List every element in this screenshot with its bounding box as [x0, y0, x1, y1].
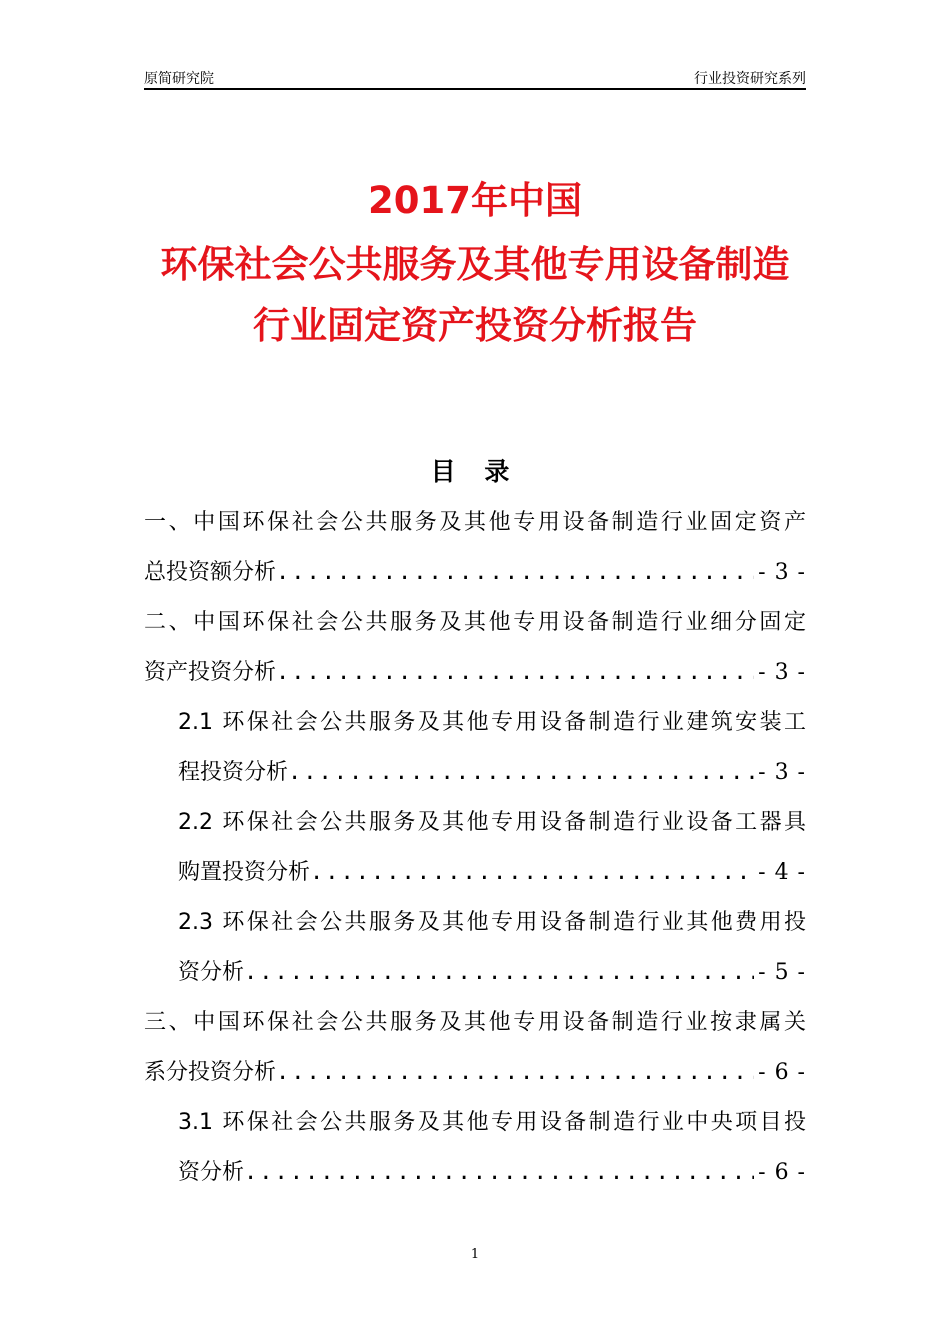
toc-page-number: - 3 - [758, 760, 806, 785]
toc-entry-title-end[interactable]: 系分投资分析 [144, 1060, 277, 1085]
toc-entry-title[interactable]: 2.2 环保社会公共服务及其他专用设备制造行业设备工器具 [178, 810, 806, 835]
toc-entry-continuation[interactable] [144, 650, 806, 700]
toc-page-number: - 3 - [758, 660, 806, 685]
toc-page-number: - 4 - [758, 860, 806, 885]
table-of-contents [144, 500, 806, 1200]
toc-entry-continuation[interactable] [144, 550, 806, 600]
toc-entry-title-end[interactable]: 总投资额分析 [144, 560, 277, 585]
toc-entry-title-end[interactable]: 资产投资分析 [144, 660, 277, 685]
toc-entry[interactable] [144, 700, 806, 800]
toc-page-number: - 6 - [758, 1060, 806, 1085]
toc-entry-continuation[interactable] [144, 1150, 806, 1200]
report-title-line3: 行业固定资产投资分析报告 [253, 304, 697, 347]
toc-leader-dots [244, 1150, 754, 1200]
toc-entry[interactable] [144, 800, 806, 900]
toc-leader-dots [276, 550, 754, 600]
toc-leader-dots [276, 650, 754, 700]
toc-entry-title-end[interactable]: 资分析 [178, 1160, 245, 1185]
header-left: 原简研究院 [144, 71, 214, 87]
header-divider [144, 88, 806, 90]
report-title-line2: 环保社会公共服务及其他专用设备制造 [160, 243, 790, 286]
page-header [144, 68, 806, 88]
toc-page-number: - 5 - [758, 960, 806, 985]
toc-leader-dots [288, 750, 754, 800]
toc-leader-dots [310, 850, 754, 900]
toc-entry[interactable] [144, 900, 806, 1000]
toc-entry-continuation[interactable] [144, 850, 806, 900]
toc-entry-continuation[interactable] [144, 1050, 806, 1100]
toc-entry-title-end[interactable]: 资分析 [178, 960, 245, 985]
page-number: 1 [470, 1247, 480, 1262]
toc-entry-title[interactable]: 三、中国环保社会公共服务及其他专用设备制造行业按隶属关 [144, 1010, 806, 1035]
toc-leader-dots [244, 950, 754, 1000]
header-right: 行业投资研究系列 [694, 71, 806, 87]
toc-page-number: - 3 - [758, 560, 806, 585]
toc-entry-continuation[interactable] [144, 950, 806, 1000]
toc-entry-title[interactable]: 2.3 环保社会公共服务及其他专用设备制造行业其他费用投 [178, 910, 806, 935]
report-title-line1: 2017年中国 [368, 179, 582, 222]
toc-entry-title[interactable]: 二、中国环保社会公共服务及其他专用设备制造行业细分固定 [144, 610, 806, 635]
toc-entry-title[interactable]: 3.1 环保社会公共服务及其他专用设备制造行业中央项目投 [178, 1110, 806, 1135]
toc-entry[interactable] [144, 600, 806, 700]
toc-entry[interactable] [144, 1100, 806, 1200]
toc-heading: 目 录 [430, 457, 520, 486]
toc-entry-continuation[interactable] [144, 750, 806, 800]
toc-page-number: - 6 - [758, 1160, 806, 1185]
toc-entry[interactable] [144, 500, 806, 600]
toc-entry-title-end[interactable]: 程投资分析 [178, 760, 289, 785]
toc-entry-title[interactable]: 一、中国环保社会公共服务及其他专用设备制造行业固定资产 [144, 510, 806, 535]
toc-entry-title-end[interactable]: 购置投资分析 [178, 860, 311, 885]
toc-entry-title[interactable]: 2.1 环保社会公共服务及其他专用设备制造行业建筑安装工 [178, 710, 806, 735]
toc-leader-dots [276, 1050, 754, 1100]
toc-entry[interactable] [144, 1000, 806, 1100]
